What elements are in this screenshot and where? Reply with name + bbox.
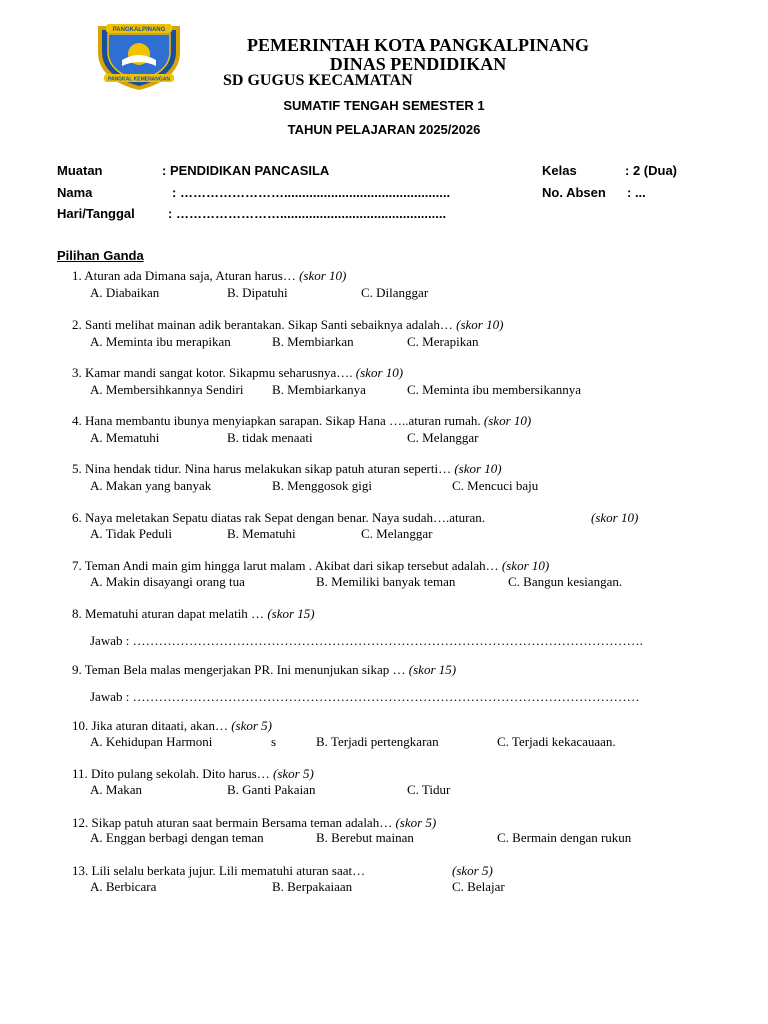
- option-b: B. Terjadi pertengkaran: [316, 734, 439, 749]
- option-a: A. Makan yang banyak: [90, 478, 212, 493]
- question-score: (skor 10): [591, 510, 639, 525]
- question-score: (skor 10): [299, 268, 347, 283]
- answer-field[interactable]: Jawab : ……………………………………………………………………………………………………….: [90, 633, 643, 648]
- option-b: B. Menggosok gigi: [272, 478, 373, 493]
- nama-field[interactable]: : ……………………..............................................: [172, 185, 451, 200]
- option-c: C. Melanggar: [407, 430, 479, 445]
- logo-text-top: PANGKALPINANG: [112, 27, 166, 33]
- absen-label: No. Absen: [542, 185, 606, 200]
- stray-letter: s: [271, 734, 277, 749]
- option-b: B. Mematuhi: [227, 526, 296, 541]
- option-c: C. Merapikan: [407, 334, 479, 349]
- option-c: C. Mencuci baju: [452, 478, 539, 493]
- question-11: 11. Dito pulang sekolah. Dito harus… (skor 5): [72, 766, 314, 781]
- question-9: 9. Teman Bela malas mengerjakan PR. Ini menunjukan sikap … (skor 15): [72, 662, 457, 677]
- question-5: 5. Nina hendak tidur. Nina harus melakukan sikap patuh aturan seperti… (skor 10): [72, 461, 502, 476]
- option-a: A. Tidak Peduli: [90, 526, 172, 541]
- question-score: (skor 5): [273, 766, 314, 781]
- question-score: (skor 15): [408, 662, 457, 677]
- option-a: A. Meminta ibu merapikan: [90, 334, 231, 349]
- question-score: (skor 10): [355, 365, 404, 380]
- question-score: (skor 15): [267, 606, 315, 621]
- question-2: 2. Santi melihat mainan adik berantakan. Sikap Santi sebaiknya adalah… (skor 10): [72, 317, 504, 332]
- question-score: (skor 10): [454, 461, 502, 476]
- option-a: A. Berbicara: [90, 879, 157, 894]
- option-a: A. Membersihkannya Sendiri: [90, 382, 244, 397]
- question-score: (skor 10): [456, 317, 504, 332]
- option-b: B. tidak menaati: [227, 430, 313, 445]
- option-a: A. Mematuhi: [90, 430, 160, 445]
- question-3: 3. Kamar mandi sangat kotor. Sikapmu seharusnya…. (skor 10): [72, 365, 404, 380]
- option-a: A. Diabaikan: [90, 285, 160, 300]
- question-score: (skor 10): [501, 558, 550, 573]
- hari-tanggal-label: Hari/Tanggal: [57, 206, 135, 221]
- logo-text-bottom: PANGKAL KEMENANGAN: [107, 76, 171, 83]
- question-score: (skor 10): [483, 413, 532, 428]
- question-1: 1. Aturan ada Dimana saja, Aturan harus… (skor 10): [72, 268, 347, 283]
- option-c: C. Dilanggar: [361, 285, 429, 300]
- option-c: C. Meminta ibu membersikannya: [407, 382, 582, 397]
- option-c: C. Belajar: [452, 879, 505, 894]
- question-score: (skor 5): [395, 815, 437, 830]
- option-c: C. Bermain dengan rukun: [497, 830, 632, 845]
- hari-tanggal-field[interactable]: : ……………………..............................................: [168, 206, 447, 221]
- option-c: C. Bangun kesiangan.: [508, 574, 623, 589]
- question-6: 6. Naya meletakan Sepatu diatas rak Sepat dengan benar. Naya sudah….aturan.: [72, 510, 485, 525]
- option-b: B. Dipatuhi: [227, 285, 288, 300]
- answer-field[interactable]: Jawab : ………………………………………………………………………………………………………: [90, 689, 640, 704]
- question-12: 12. Sikap patuh aturan saat bermain Bersama teman adalah… (skor 5): [72, 815, 437, 830]
- option-c: C. Terjadi kekacauaan.: [497, 734, 616, 749]
- option-b: B. Berebut mainan: [316, 830, 414, 845]
- exam-title: SUMATIF TENGAH SEMESTER 1: [283, 98, 485, 113]
- question-score: (skor 5): [231, 718, 272, 733]
- question-10: 10. Jika aturan ditaati, akan… (skor 5): [72, 718, 272, 733]
- option-b: B. Membiarkan: [272, 334, 354, 349]
- option-b: B. Ganti Pakaian: [227, 782, 316, 797]
- school-title: SD GUGUS KECAMATAN: [223, 72, 413, 89]
- option-a: A. Kehidupan Harmoni: [90, 734, 213, 749]
- option-c: C. Melanggar: [361, 526, 433, 541]
- question-13: 13. Lili selalu berkata jujur. Lili mematuhi aturan saat…: [72, 863, 366, 878]
- department-title: DINAS PENDIDIKAN: [329, 54, 507, 74]
- option-b: B. Memiliki banyak teman: [316, 574, 456, 589]
- option-b: B. Berpakaiaan: [272, 879, 353, 894]
- option-c: C. Tidur: [407, 782, 451, 797]
- question-7: 7. Teman Andi main gim hingga larut malam . Akibat dari sikap tersebut adalah… (skor 10): [72, 558, 550, 573]
- question-4: 4. Hana membantu ibunya menyiapkan sarapan. Sikap Hana …..aturan rumah. (skor 10): [72, 413, 532, 428]
- kelas-label: Kelas: [542, 163, 577, 178]
- question-score: (skor 5): [452, 863, 493, 878]
- option-b: B. Membiarkanya: [272, 382, 366, 397]
- nama-label: Nama: [57, 185, 93, 200]
- government-title: PEMERINTAH KOTA PANGKALPINANG: [246, 35, 589, 55]
- option-a: A. Makan: [90, 782, 142, 797]
- absen-field[interactable]: : ...: [627, 185, 646, 200]
- muatan-label: Muatan: [57, 163, 103, 178]
- option-a: A. Enggan berbagi dengan teman: [90, 830, 264, 845]
- section-title: Pilihan Ganda: [57, 248, 144, 263]
- question-8: 8. Mematuhi aturan dapat melatih … (skor 15): [72, 606, 315, 621]
- muatan-value: : PENDIDIKAN PANCASILA: [162, 163, 330, 178]
- option-a: A. Makin disayangi orang tua: [90, 574, 245, 589]
- kelas-value: : 2 (Dua): [625, 163, 677, 178]
- exam-year: TAHUN PELAJARAN 2025/2026: [287, 122, 481, 137]
